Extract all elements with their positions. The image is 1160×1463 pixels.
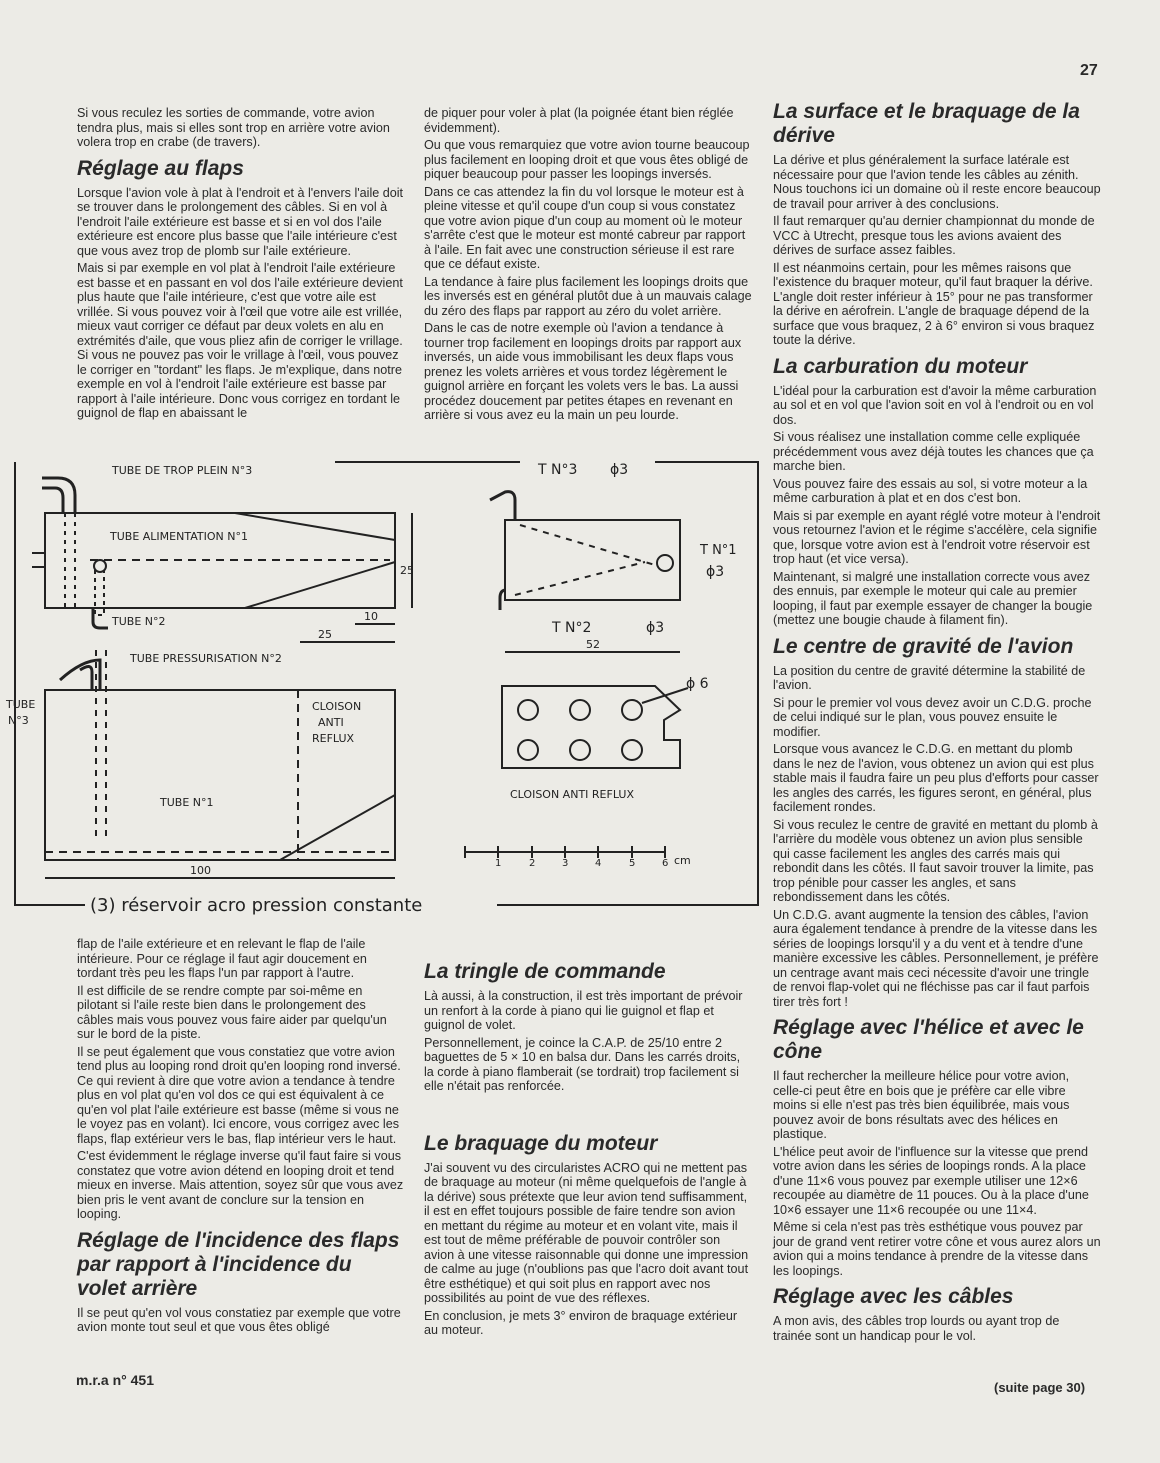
heading-helice: Réglage avec l'hélice et avec le cône <box>773 1016 1084 1063</box>
paragraph: Maintenant, si malgré une installation correcte vous avez des ennuis, par exemple le moteur qui cale au premier looping, il faut par exemple essayer de changer la bougie (mettez une bougie chaude à filament fin). <box>773 569 1093 627</box>
heading-braquage-moteur: Le braquage du moteur <box>424 1131 658 1155</box>
column-2 <box>424 106 752 426</box>
tank-side-view <box>45 513 395 608</box>
paragraph: L'idéal pour la carburation est d'avoir la même carburation au sol et en vol que l'avion soit en vol à l'endroit ou en vol dos. <box>773 383 1097 427</box>
pressurisation-tube <box>80 666 92 690</box>
label-cloison-a: CLOISON <box>312 700 362 713</box>
heading-reglage-flaps: Réglage au flaps <box>77 156 244 180</box>
heading-incidence-flaps: Réglage de l'incidence des flaps par rapport à l'incidence du volet arrière <box>77 1228 400 1300</box>
paragraph: Même si cela n'est pas très esthétique vous pouvez par jour de grand vent retirer votre cône et vous aurez alors un avion qui a moins tendance à prendre de la vitesse dans les loopings. <box>773 1220 1101 1278</box>
paragraph: Ou que vous remarquiez que votre avion tourne beaucoup plus facilement en looping droit et que vous êtes obligé de piquer beaucoup pour passer les loopings inversés. <box>424 138 750 181</box>
tank-side-view-2 <box>45 690 395 860</box>
paragraph: L'hélice peut avoir de l'influence sur la vitesse que prend votre avion dans les séries de loopings ronds. A la place d'une 11×6 vous pouvez par exemple utiliser une 12×6 recoupée au diamètre de 11 pouces. Ou à la place d'une 10×6 essayer une 11×6 recoupée ou une 11×4. <box>773 1144 1089 1217</box>
paragraph: Dans ce cas attendez la fin du vol lorsque le moteur est à pleine vitesse et qu'il coupe d'un coup si vous constatez que votre avion pique d'un coup au moment où le moteur s'arrête c'est que le moteur est monté cabreur par rapport à l'aile. En fait avec une construction sérieuse il est rare que ce défaut existe. <box>424 184 746 271</box>
paragraph: Mais si par exemple en vol plat à l'endroit l'aile extérieure est basse et en passant en vol dos l'aile extérieure devient plus haute que l'aile intérieure, c'est que votre aile est vrillée. Si vous pouvez voir à l'œil que votre aile est vrillée, mieux vaut corriger ce défaut par deux volets en alu en extrémités d'aile, que vous pliez afin de corriger le vrillage. Si vous ne pouvez pas voir le vrillage à l'œil, vous pouvez le corriger en "tordant" les flaps. Je m'explique, dans notre exemple en vol à l'endroit l'aile extérieure est basse par rapport à l'aile intérieure. Donc vous corrigez en tordant le guignol de flap en abaissant le <box>77 261 403 420</box>
heading-cables: Réglage avec les câbles <box>773 1285 1014 1308</box>
paragraph: Il est difficile de se rendre compte par soi-même en pilotant si l'aile reste bien dans le prolongement des câbles mais vous pouvez vous faire aider par quelqu'un sur le bord de la piste. <box>77 983 387 1041</box>
paragraph: Il faut remarquer qu'au dernier championnat du monde de VCC à Utrecht, presque tous les avions avaient des dérives de surface assez faibles. <box>773 214 1095 257</box>
label-t1: T N°1 <box>700 543 737 558</box>
scale-tick-label: 4 <box>595 858 602 869</box>
overflow-tube-3 <box>42 488 63 513</box>
scale-tick-label: 2 <box>529 858 536 869</box>
tube-2 <box>95 570 104 615</box>
paragraph: Lorsque l'avion vole à plat à l'endroit et à l'envers l'aile doit se trouver dans le prolongement des câbles. Si en vol à l'endroit l'aile extérieure est basse et si en vol dos l'aile extérieure est encore plus basse que l'aile intérieure c'est que vous avez trop de plomb sur l'aile extérieure. <box>77 185 404 258</box>
label-tube-n3-a: TUBE <box>6 698 36 711</box>
column-2-lower <box>424 960 752 1341</box>
paragraph: Mais si par exemple en ayant réglé votre moteur à l'endroit vous retournez l'avion et le régime s'accélère, cela signifie que, lorsque votre avion est à l'endroit votre réservoir est trop haut (et vice versa). <box>773 508 1101 566</box>
label-t2: T N°2 <box>552 620 592 636</box>
paragraph: Personnellement, je coince la C.A.P. de 25/10 entre 2 baguettes de 5 × 10 en balsa dur. Dans les carrés droits, la corde à piano flamberait (se tordrait) trop facilement si elle n'était pas renforcée. <box>424 1035 741 1093</box>
paragraph: Un C.D.G. avant augmente la tension des câbles, l'avion aura également tendance à prendre de la vitesse dans les séries de loopings lorsqu'il y a du vent et à tendre d'une manière excessive les câbles. Personnellement, je préfère un centrage avant mais ceci nécessite d'avoir une tringle de renvoi flap-volet qui ne fléchisse pas car il faut parfois tirer très fort ! <box>773 907 1099 1009</box>
heading-tringle: La tringle de commande <box>424 960 666 983</box>
label-cloison-anti-reflux: CLOISON ANTI REFLUX <box>510 788 634 801</box>
label-cloison-c: REFLUX <box>312 732 355 745</box>
heading-derive: La surface et le braquage de la dérive <box>773 100 1080 147</box>
paragraph: La tendance à faire plus facilement les loopings droits que les inversés est en général plutôt due à un mauvais calage du zéro des flaps par rapport au zéro du volet arrière. <box>424 274 752 318</box>
dimension-25-horizontal: 25 <box>318 628 332 641</box>
paragraph: Si vous reculez les sorties de commande, votre avion tendra plus, mais si elles sont trop en arrière votre avion volera trop en crabe (de travers). <box>77 106 390 149</box>
paragraph: J'ai souvent vu des circularistes ACRO qui ne mettent pas de braquage au moteur (ni même quelquefois de l'angle à la dérive) sous prétexte que leur avion tend suffisamment, il est en effet toujours possible de faire tendre son avion en mettant du régime au moteur et en volant vite, mais il est tout de même préférable de pouvoir contrôler son avion à une vitesse raisonnable qui donne une impression de calme au juge (n'oublions pas que l'acro doit avant tout être esthétique) et qui soit plus en rapport avec nos possibilités au point de vue des réflexes. <box>424 1160 749 1305</box>
paragraph: Vous pouvez faire des essais au sol, si votre moteur a la même carburation à plat et en dos c'est bon. <box>773 476 1088 505</box>
paragraph: Lorsque vous avancez le C.D.G. en mettant du plomb dans le nez de l'avion, vous obtenez un avion qui est plus stable mais il faudra faire un peu plus d'efforts pour casser les angles des carrés, les figures seront, en général, plus facilement rondes. <box>773 742 1099 814</box>
heading-centre-gravite: Le centre de gravité de l'avion <box>773 634 1074 658</box>
dimension-100: 100 <box>190 864 211 877</box>
label-tube-n3-b: N°3 <box>8 714 29 727</box>
label-phi3-c: ϕ3 <box>646 620 665 636</box>
label-phi3-a: ϕ3 <box>610 462 629 478</box>
footer-issue: m.r.a n° 451 <box>76 1372 154 1388</box>
paragraph: Il se peut qu'en vol vous constatiez par exemple que votre avion monte tout seul et que vous êtes obligé <box>77 1305 401 1334</box>
anti-reflux-baffle <box>502 686 680 768</box>
column-1 <box>77 106 405 424</box>
paragraph: Si pour le premier vol vous devez avoir un C.D.G. proche de celui indiqué sur le plan, vous pouvez ensuite le modifier. <box>773 695 1092 739</box>
label-tube-2: TUBE N°2 <box>112 615 166 628</box>
label-cloison-b: ANTI <box>318 716 344 729</box>
paragraph: C'est évidemment le réglage inverse qu'il faut faire si vous constatez que votre avion détend en looping droit et tend mieux en inverse. Mais attention, soyez sûr que vous avez bien pris le vent avant de conclure sur la tension en looping. <box>77 1149 404 1221</box>
paragraph: de piquer pour voler à plat (la poignée étant bien réglée évidemment). <box>424 106 734 135</box>
scale-tick-label: 6 <box>662 858 669 869</box>
column-1-lower <box>77 937 405 1338</box>
label-phi6: ϕ 6 <box>686 676 709 692</box>
paragraph: Si vous réalisez une installation comme celle expliquée précédemment vous avez déjà toutes les chances que ça marche bien. <box>773 430 1094 473</box>
footer-continued: (suite page 30) <box>994 1380 1086 1395</box>
paragraph: flap de l'aile extérieure et en relevant le flap de l'aile intérieure. Pour ce réglage il faut agir doucement en tordant très peu les flaps l'un par rapport à l'autre. <box>77 937 367 980</box>
paragraph: Si vous reculez le centre de gravité en mettant du plomb à l'arrière du modèle vous obtenez un avion plus sensible qui casse facilement les angles des carrés mais qui rebondit dans les côtés. Il faut savoir trouver la limite, pas trop pénible pour casser les angles, et sans rebondissement dans les côtés. <box>773 817 1098 904</box>
dimension-10: 10 <box>364 610 378 623</box>
overflow-tube-3 <box>42 478 75 513</box>
paragraph: A mon avis, des câbles trop lourds ou ayant trop de trainée sont un handicap pour le vol. <box>773 1314 1060 1343</box>
scale-ticks <box>465 846 665 858</box>
figure-caption: (3) réservoir acro pression constante <box>90 895 423 916</box>
figure-frame <box>15 462 758 905</box>
label-tube-trop-plein: TUBE DE TROP PLEIN N°3 <box>112 464 253 477</box>
paragraph: La position du centre de gravité détermine la stabilité de l'avion. <box>773 663 1086 692</box>
paragraph: Il est néanmoins certain, pour les mêmes raisons que l'existence du braquer moteur, qu'il faut braquer la dérive. L'angle doit rester inférieur à 15° pour ne pas transformer la dérive en aérofrein. L'angle de braquage dépend de la surface que vous braquez, 2 à 6° environ si vous braquez toute la dérive. <box>773 260 1095 347</box>
scale-tick-label: 3 <box>562 858 569 869</box>
label-tube-alimentation: TUBE ALIMENTATION N°1 <box>110 530 248 543</box>
scale-tick-label: 1 <box>495 858 502 869</box>
paragraph: Il faut rechercher la meilleure hélice pour votre avion, celle-ci peut être en bois que je préfère car elle vibre moins si elle n'est pas très bien équilibrée, mais vous pouvez avoir de bons résultats avec des hélices en plastique. <box>773 1069 1070 1141</box>
paragraph: En conclusion, je mets 3° environ de braquage extérieur au moteur. <box>424 1308 738 1337</box>
scale-unit: cm <box>674 854 691 867</box>
tank-front-view <box>505 520 680 600</box>
page-number: 27 <box>1080 62 1098 79</box>
column-3 <box>773 100 1101 1346</box>
paragraph: Il se peut également que vous constatiez que votre avion tend plus au looping rond droit qu'en looping rond inversé. Ce qui revient à dire que votre avion a tendance à tendre plus en vol plat qu'en vol dos ce qui est équivalent à ce qu'en vol plat l'aile extérieure est basse (même si vous ne le voyez pas en volant). Ici encore, vous corrigez avec les flaps, flap extérieur vers le bas, flap intérieur vers le haut. <box>77 1044 401 1146</box>
paragraph: Dans le cas de notre exemple où l'avion a tendance à tourner trop facilement en loopings droits par rapport aux inversés, un aide vous immobilisant les deux flaps vous prenez les volets arrières et vous tordez légèrement le guignol arrière en forçant les volets vers le bas. La aussi procédez doucement par petites étapes en revenant en arrière si vous avez eu la main un peu lourde. <box>424 321 742 422</box>
label-t3: T N°3 <box>538 462 578 478</box>
paragraph: Là aussi, à la construction, il est très important de prévoir un renfort à la corde à piano qui lie guignol et flap et guignol de volet. <box>424 989 743 1032</box>
scale-tick-label: 5 <box>629 858 636 869</box>
label-tube-n1: TUBE N°1 <box>160 796 214 809</box>
label-tube-pressurisation: TUBE PRESSURISATION N°2 <box>130 652 282 665</box>
label-phi3-b: ϕ3 <box>706 564 725 580</box>
dimension-25-vertical: 25 <box>400 564 414 577</box>
dimension-52: 52 <box>586 638 600 651</box>
heading-carburation: La carburation du moteur <box>773 354 1028 378</box>
paragraph: La dérive et plus généralement la surface latérale est nécessaire pour que l'avion tende les câbles au zénith. Nous touchons ici un domaine où il reste encore beaucoup de travail pour arriver à des conclusions. <box>773 153 1101 211</box>
